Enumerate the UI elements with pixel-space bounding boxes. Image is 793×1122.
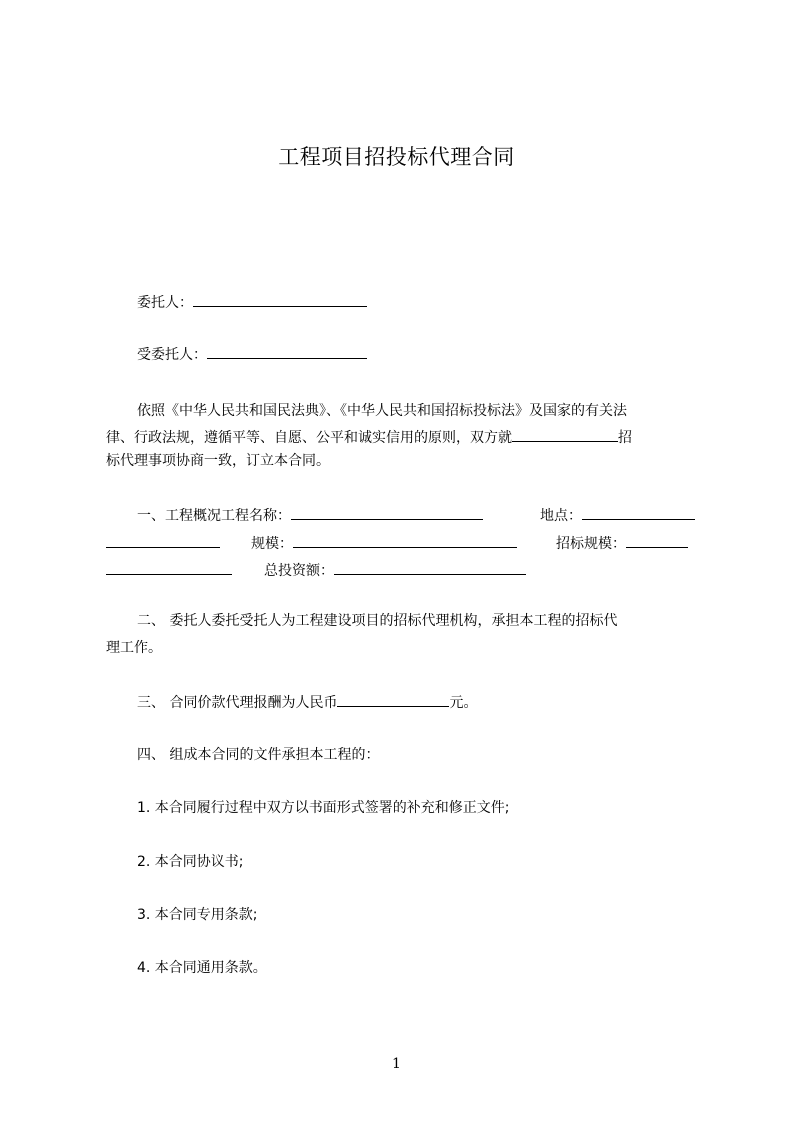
section1-prefix: 一、工程概况工程名称： — [137, 508, 291, 524]
scale-field[interactable] — [293, 533, 517, 548]
bid-scale-continuation — [106, 560, 232, 580]
location-line — [540, 505, 695, 525]
total-investment-label: 总投资额： — [264, 563, 334, 579]
location-field[interactable] — [582, 505, 695, 520]
location-field-continued[interactable] — [106, 533, 220, 548]
document-list-item: 3. 本合同专用条款; — [137, 907, 258, 923]
principal-line — [137, 292, 367, 312]
preamble-line-2-end: 招 — [618, 430, 632, 446]
location-label: 地点： — [540, 508, 582, 524]
fee-amount-field[interactable] — [337, 692, 449, 707]
section2-line-2: 理工作。 — [106, 640, 162, 656]
bid-scale-field[interactable] — [626, 533, 688, 548]
preamble-line-2 — [106, 427, 632, 447]
document-list-item: 2. 本合同协议书; — [137, 854, 244, 870]
document-list-item: 4. 本合同通用条款。 — [137, 960, 267, 976]
principal-blank[interactable] — [193, 292, 367, 307]
preamble-line-2-text: 律、行政法规，遵循平等、自愿、公平和诚实信用的原则，双方就 — [106, 430, 512, 446]
section4-heading: 四、 组成本合同的文件承担本工程的： — [137, 747, 380, 763]
scale-line — [251, 533, 517, 553]
agent-line — [137, 344, 367, 364]
bid-scale-field-continued[interactable] — [106, 560, 232, 575]
project-name-field[interactable] — [291, 505, 483, 520]
bid-scale-line — [556, 533, 688, 553]
principal-label: 委托人： — [137, 295, 193, 311]
section2-line-1: 二、 委托人委托受托人为工程建设项目的招标代理机构，承担本工程的招标代 — [137, 613, 618, 629]
total-investment-field[interactable] — [334, 560, 526, 575]
document-list-item: 1. 本合同履行过程中双方以书面形式签署的补充和修正文件; — [137, 800, 510, 816]
preamble-line-1: 依照《中华人民共和国民法典》、《中华人民共和国招标投标法》及国家的有关法 — [137, 403, 627, 419]
preamble-line-3: 标代理事项协商一致，订立本合同。 — [106, 453, 330, 469]
document-title: 工程项目招投标代理合同 — [278, 145, 515, 169]
location-continuation — [106, 533, 220, 553]
section1-line-1 — [137, 505, 483, 525]
section3-prefix: 三、 合同价款代理报酬为人民币 — [137, 695, 338, 711]
agent-label: 受委托人： — [137, 347, 207, 363]
section3-suffix: 元。 — [449, 695, 478, 711]
bid-scale-label: 招标规模： — [556, 536, 626, 552]
section3-line — [137, 692, 477, 712]
scale-label: 规模： — [251, 536, 293, 552]
total-investment-line — [264, 560, 526, 580]
agent-blank[interactable] — [207, 344, 367, 359]
page-number: 1 — [392, 1056, 401, 1072]
project-name-blank[interactable] — [512, 427, 618, 442]
